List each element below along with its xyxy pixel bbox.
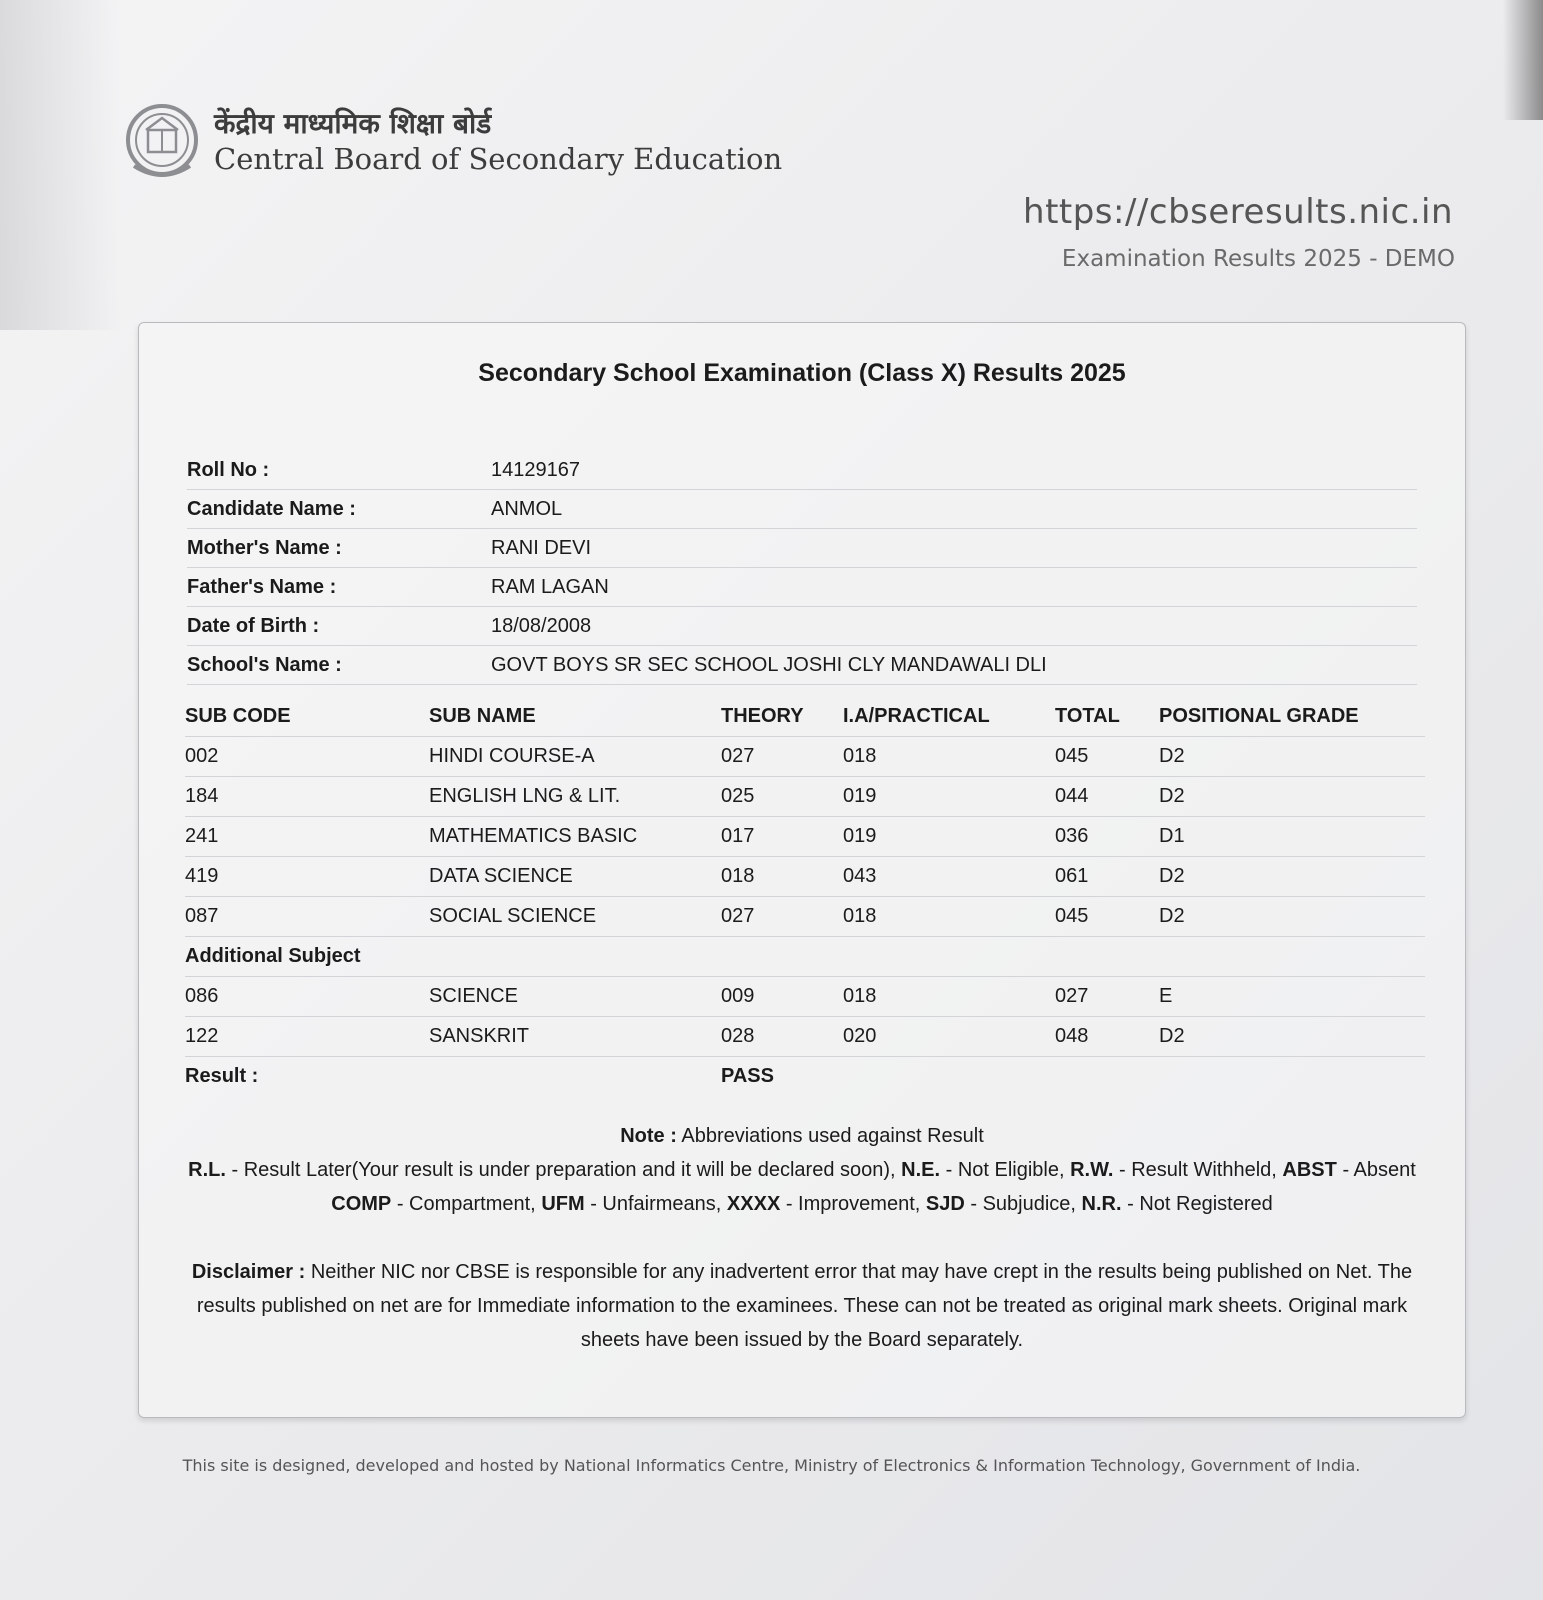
total-marks: 045: [1055, 897, 1159, 937]
abbr-meaning: - Result Later(Your result is under preparation and it will be declared soon),: [231, 1159, 896, 1181]
practical-marks: 019: [843, 817, 1055, 857]
theory-marks: 028: [721, 1017, 843, 1057]
paper-fold-shadow: [0, 0, 120, 330]
site-subtitle: Examination Results 2025 - DEMO: [1061, 246, 1455, 272]
abbr-meaning: - Improvement,: [785, 1193, 921, 1215]
table-row: [185, 977, 1425, 1017]
info-label: Date of Birth :: [187, 607, 491, 646]
abbr-meaning: - Not Eligible,: [945, 1159, 1065, 1181]
table-row: [185, 1017, 1425, 1057]
marks-table: [185, 697, 1425, 1096]
sub-code: 002: [185, 737, 429, 777]
site-footer: This site is designed, developed and hosted by National Informatics Centre, Ministry of Electronics & Information Technology, Government of India.: [182, 1456, 1361, 1475]
col-header-sub-code: SUB CODE: [185, 697, 429, 737]
abbr-code: R.L.: [188, 1159, 226, 1181]
site-url[interactable]: https://cbseresults.nic.in: [1023, 192, 1453, 232]
total-marks: 045: [1055, 737, 1159, 777]
info-value: ANMOL: [491, 490, 1417, 529]
table-row: [185, 737, 1425, 777]
abbr-meaning: - Absent: [1342, 1159, 1416, 1181]
positional-grade: D2: [1159, 1017, 1425, 1057]
sub-name: SOCIAL SCIENCE: [429, 897, 721, 937]
col-header-total: TOTAL: [1055, 697, 1159, 737]
disclaimer-label: Disclaimer :: [191, 1261, 306, 1283]
positional-grade: D2: [1159, 897, 1425, 937]
abbreviations-note: [179, 1119, 1425, 1221]
positional-grade: D2: [1159, 737, 1425, 777]
result-label: Result :: [185, 1065, 259, 1087]
sub-name: HINDI COURSE-A: [429, 737, 721, 777]
info-label: Mother's Name :: [187, 529, 491, 568]
col-header-practical: I.A/PRACTICAL: [843, 697, 1055, 737]
result-card: [138, 322, 1466, 1418]
abbr-meaning: - Subjudice,: [970, 1193, 1076, 1215]
theory-marks: 018: [721, 857, 843, 897]
table-row: [185, 857, 1425, 897]
sub-name: ENGLISH LNG & LIT.: [429, 777, 721, 817]
sub-code: 122: [185, 1017, 429, 1057]
practical-marks: 020: [843, 1017, 1055, 1057]
info-row-roll-no: [187, 451, 1417, 490]
info-label: Candidate Name :: [187, 490, 491, 529]
sub-code: 087: [185, 897, 429, 937]
col-header-theory: THEORY: [721, 697, 843, 737]
abbr-code: UFM: [541, 1193, 585, 1215]
sub-code: 241: [185, 817, 429, 857]
table-row: [185, 777, 1425, 817]
positional-grade: D2: [1159, 777, 1425, 817]
board-name-english: Central Board of Secondary Education: [214, 142, 783, 176]
abbr-meaning: - Unfairmeans,: [590, 1193, 722, 1215]
practical-marks: 018: [843, 897, 1055, 937]
total-marks: 048: [1055, 1017, 1159, 1057]
info-row-mother-name: [187, 529, 1417, 568]
abbr-code: N.E.: [901, 1159, 941, 1181]
info-value: GOVT BOYS SR SEC SCHOOL JOSHI CLY MANDAWALI DLI: [491, 646, 1417, 685]
table-row: [185, 817, 1425, 857]
disclaimer-text: Neither NIC nor CBSE is responsible for any inadvertent error that may have crept in the results being published on Net. The results published on net are for Immediate information to the examinees. These can not be treated as original mark sheets. Original mark sheets have been issued by the Board separately.: [196, 1261, 1413, 1351]
info-value: RANI DEVI: [491, 529, 1417, 568]
info-value: 18/08/2008: [491, 607, 1417, 646]
candidate-info-table: [187, 451, 1417, 685]
sub-code: 086: [185, 977, 429, 1017]
total-marks: 061: [1055, 857, 1159, 897]
result-value: PASS: [721, 1065, 774, 1087]
sub-name: SCIENCE: [429, 977, 721, 1017]
info-row-father-name: [187, 568, 1417, 607]
total-marks: 036: [1055, 817, 1159, 857]
edge-shadow: [1503, 0, 1543, 120]
col-header-sub-name: SUB NAME: [429, 697, 721, 737]
practical-marks: 018: [843, 737, 1055, 777]
total-marks: 027: [1055, 977, 1159, 1017]
abbr-code: COMP: [331, 1193, 392, 1215]
sub-name: DATA SCIENCE: [429, 857, 721, 897]
abbr-code: SJD: [925, 1193, 965, 1215]
theory-marks: 027: [721, 737, 843, 777]
sub-code: 419: [185, 857, 429, 897]
info-label: Roll No :: [187, 451, 491, 490]
table-row: [185, 897, 1425, 937]
info-row-candidate-name: [187, 490, 1417, 529]
abbr-meaning: - Result Withheld,: [1119, 1159, 1277, 1181]
positional-grade: D1: [1159, 817, 1425, 857]
practical-marks: 018: [843, 977, 1055, 1017]
abbr-code: R.W.: [1070, 1159, 1114, 1181]
positional-grade: E: [1159, 977, 1425, 1017]
board-name-hindi: केंद्रीय माध्यमिक शिक्षा बोर्ड: [214, 107, 492, 140]
info-value: 14129167: [491, 451, 1417, 490]
info-label: Father's Name :: [187, 568, 491, 607]
total-marks: 044: [1055, 777, 1159, 817]
abbr-meaning: - Not Registered: [1127, 1193, 1273, 1215]
sub-code: 184: [185, 777, 429, 817]
result-row: [185, 1057, 1425, 1097]
col-header-grade: POSITIONAL GRADE: [1159, 697, 1425, 737]
sub-name: MATHEMATICS BASIC: [429, 817, 721, 857]
practical-marks: 019: [843, 777, 1055, 817]
disclaimer: [179, 1255, 1425, 1357]
theory-marks: 027: [721, 897, 843, 937]
abbr-code: ABST: [1282, 1159, 1337, 1181]
abbr-code: N.R.: [1081, 1193, 1122, 1215]
result-title: Secondary School Examination (Class X) Results 2025: [478, 359, 1126, 387]
additional-subject-heading: Additional Subject: [185, 937, 1425, 977]
sub-name: SANSKRIT: [429, 1017, 721, 1057]
additional-subject-row: [185, 937, 1425, 977]
practical-marks: 043: [843, 857, 1055, 897]
marks-header-row: [185, 697, 1425, 737]
info-label: School's Name :: [187, 646, 491, 685]
info-row-school-name: [187, 646, 1417, 685]
abbr-code: XXXX: [726, 1193, 781, 1215]
theory-marks: 009: [721, 977, 843, 1017]
note-label: Note :: [620, 1125, 677, 1147]
note-intro: Abbreviations used against Result: [681, 1125, 984, 1147]
positional-grade: D2: [1159, 857, 1425, 897]
info-value: RAM LAGAN: [491, 568, 1417, 607]
abbr-meaning: - Compartment,: [396, 1193, 536, 1215]
cbse-emblem-icon: [124, 100, 200, 186]
info-row-date-of-birth: [187, 607, 1417, 646]
theory-marks: 025: [721, 777, 843, 817]
theory-marks: 017: [721, 817, 843, 857]
